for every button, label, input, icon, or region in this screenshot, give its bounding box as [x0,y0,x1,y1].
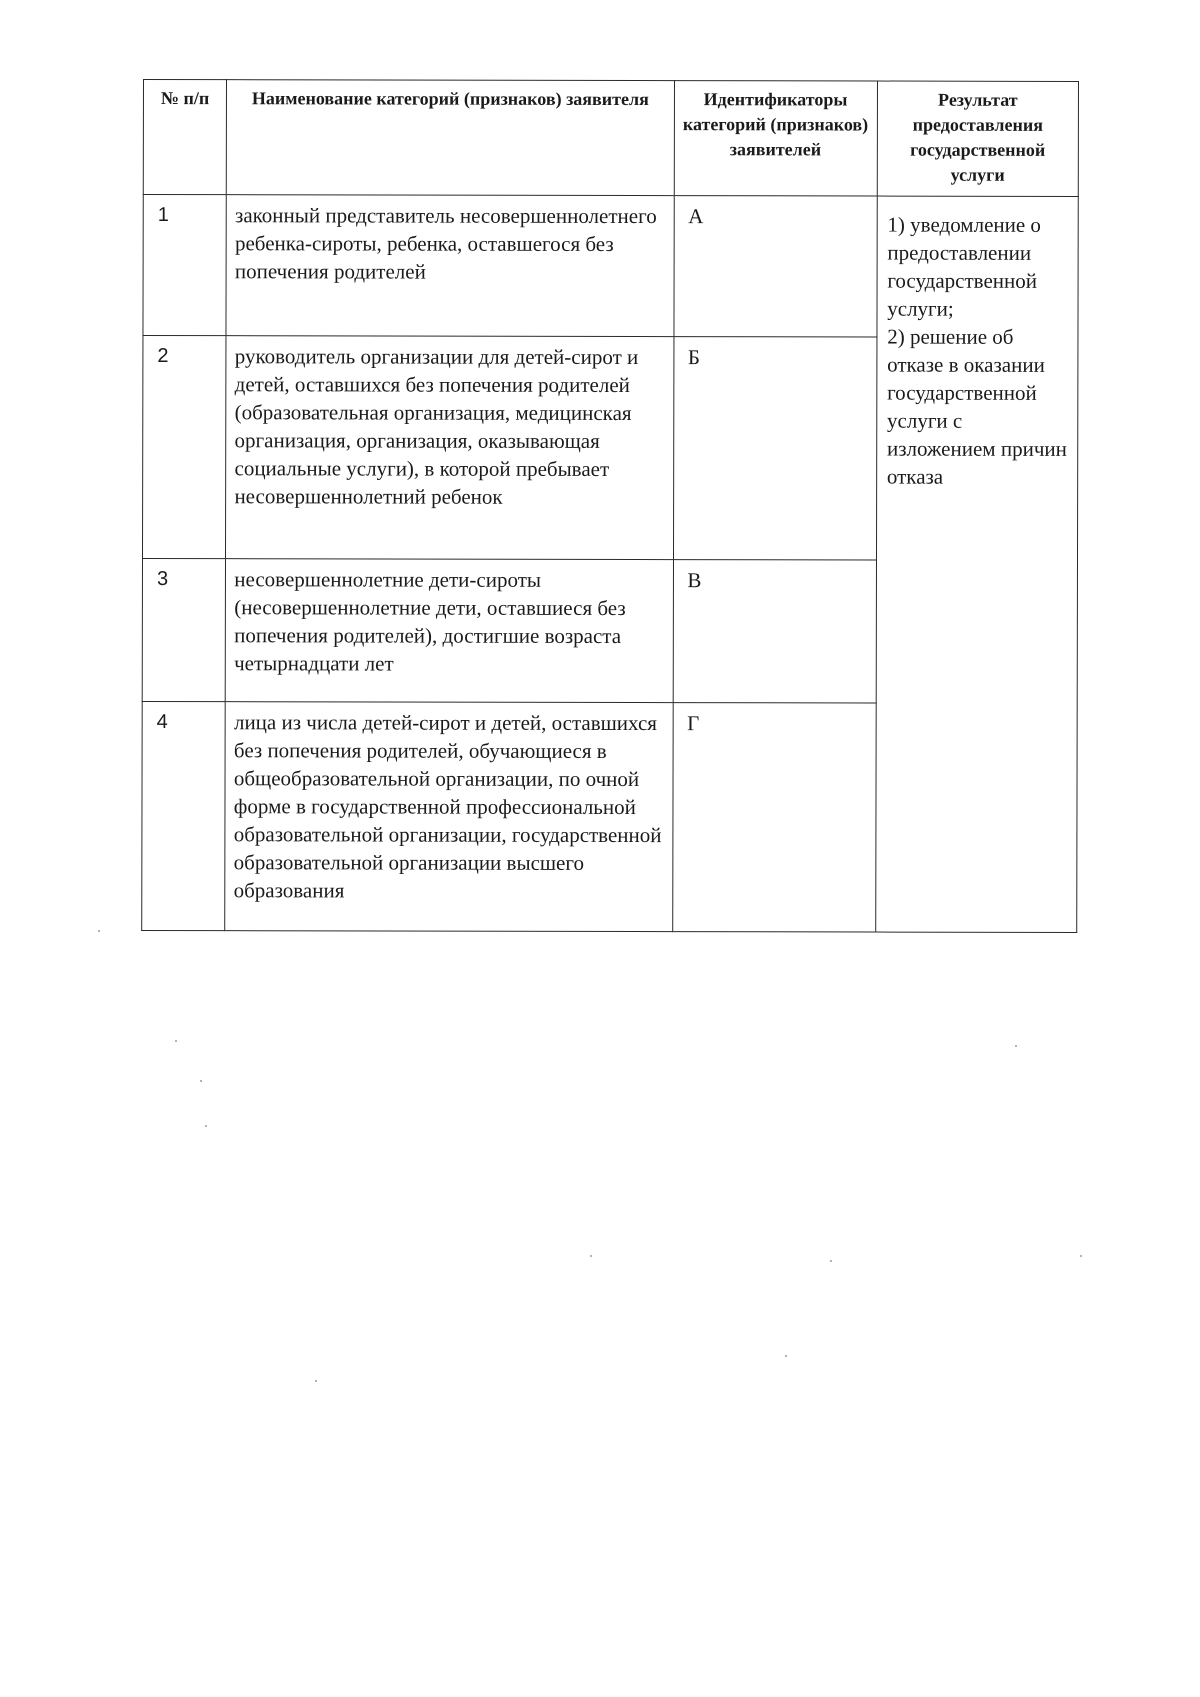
category-identifier: Г [672,703,876,932]
header-category-identifier: Идентификаторы категорий (признаков) заявителей [674,81,877,196]
scan-speck [1015,1045,1017,1047]
scan-speck [98,930,100,932]
row-number: 3 [142,559,226,702]
result-item-refusal: 2) решение об отказе в оказании государственной услуги с изложением причин отказа [886,324,1067,489]
service-result-cell [875,196,1078,932]
scan-speck [205,1125,207,1127]
category-name: лица из числа детей-сирот и детей, оставшихся без попечения родителей, обучающиеся в общеобразовательной организации, по очной форме в государственной профессиональной образовательной организации, государственной образовательной организации высшего образования [225,702,673,932]
result-item-notification: 1) уведомление о предоставлении государственной услуги; [887,212,1041,321]
table-header-row [143,80,1078,197]
category-name: законный представитель несовершеннолетнего ребенка-сироты, ребенка, оставшегося без попечения родителей [226,195,673,337]
scan-speck [175,1040,177,1042]
scan-speck [830,1260,832,1262]
header-category-name: Наименование категорий (признаков) заявителя [227,80,674,196]
row-number: 1 [143,195,227,336]
row-number: 4 [142,701,226,930]
scan-speck [200,1080,202,1082]
table-row [143,195,1078,338]
scan-speck [590,1255,592,1257]
scan-speck [785,1355,787,1357]
category-identifier: Б [673,337,877,560]
header-service-result: Результат предоставления государственной услуги [877,81,1078,196]
category-name: несовершеннолетние дети-сироты (несовершеннолетние дети, оставшиеся без попечения родителей), достигшие возраста четырнадцати лет [226,559,673,703]
row-number: 2 [142,336,226,559]
scan-speck [1080,1255,1082,1257]
scan-speck [315,1380,317,1382]
category-identifier: А [673,196,877,337]
applicant-categories-table [141,79,1079,933]
category-identifier: В [673,560,877,703]
header-num: № п/п [143,80,227,195]
category-name: руководитель организации для детей-сирот и детей, оставшихся без попечения родителей (образовательная организация, медицинская организация, организация, оказывающая социальные услуги), в которой пребывает несовершеннолетний ребенок [226,336,674,560]
